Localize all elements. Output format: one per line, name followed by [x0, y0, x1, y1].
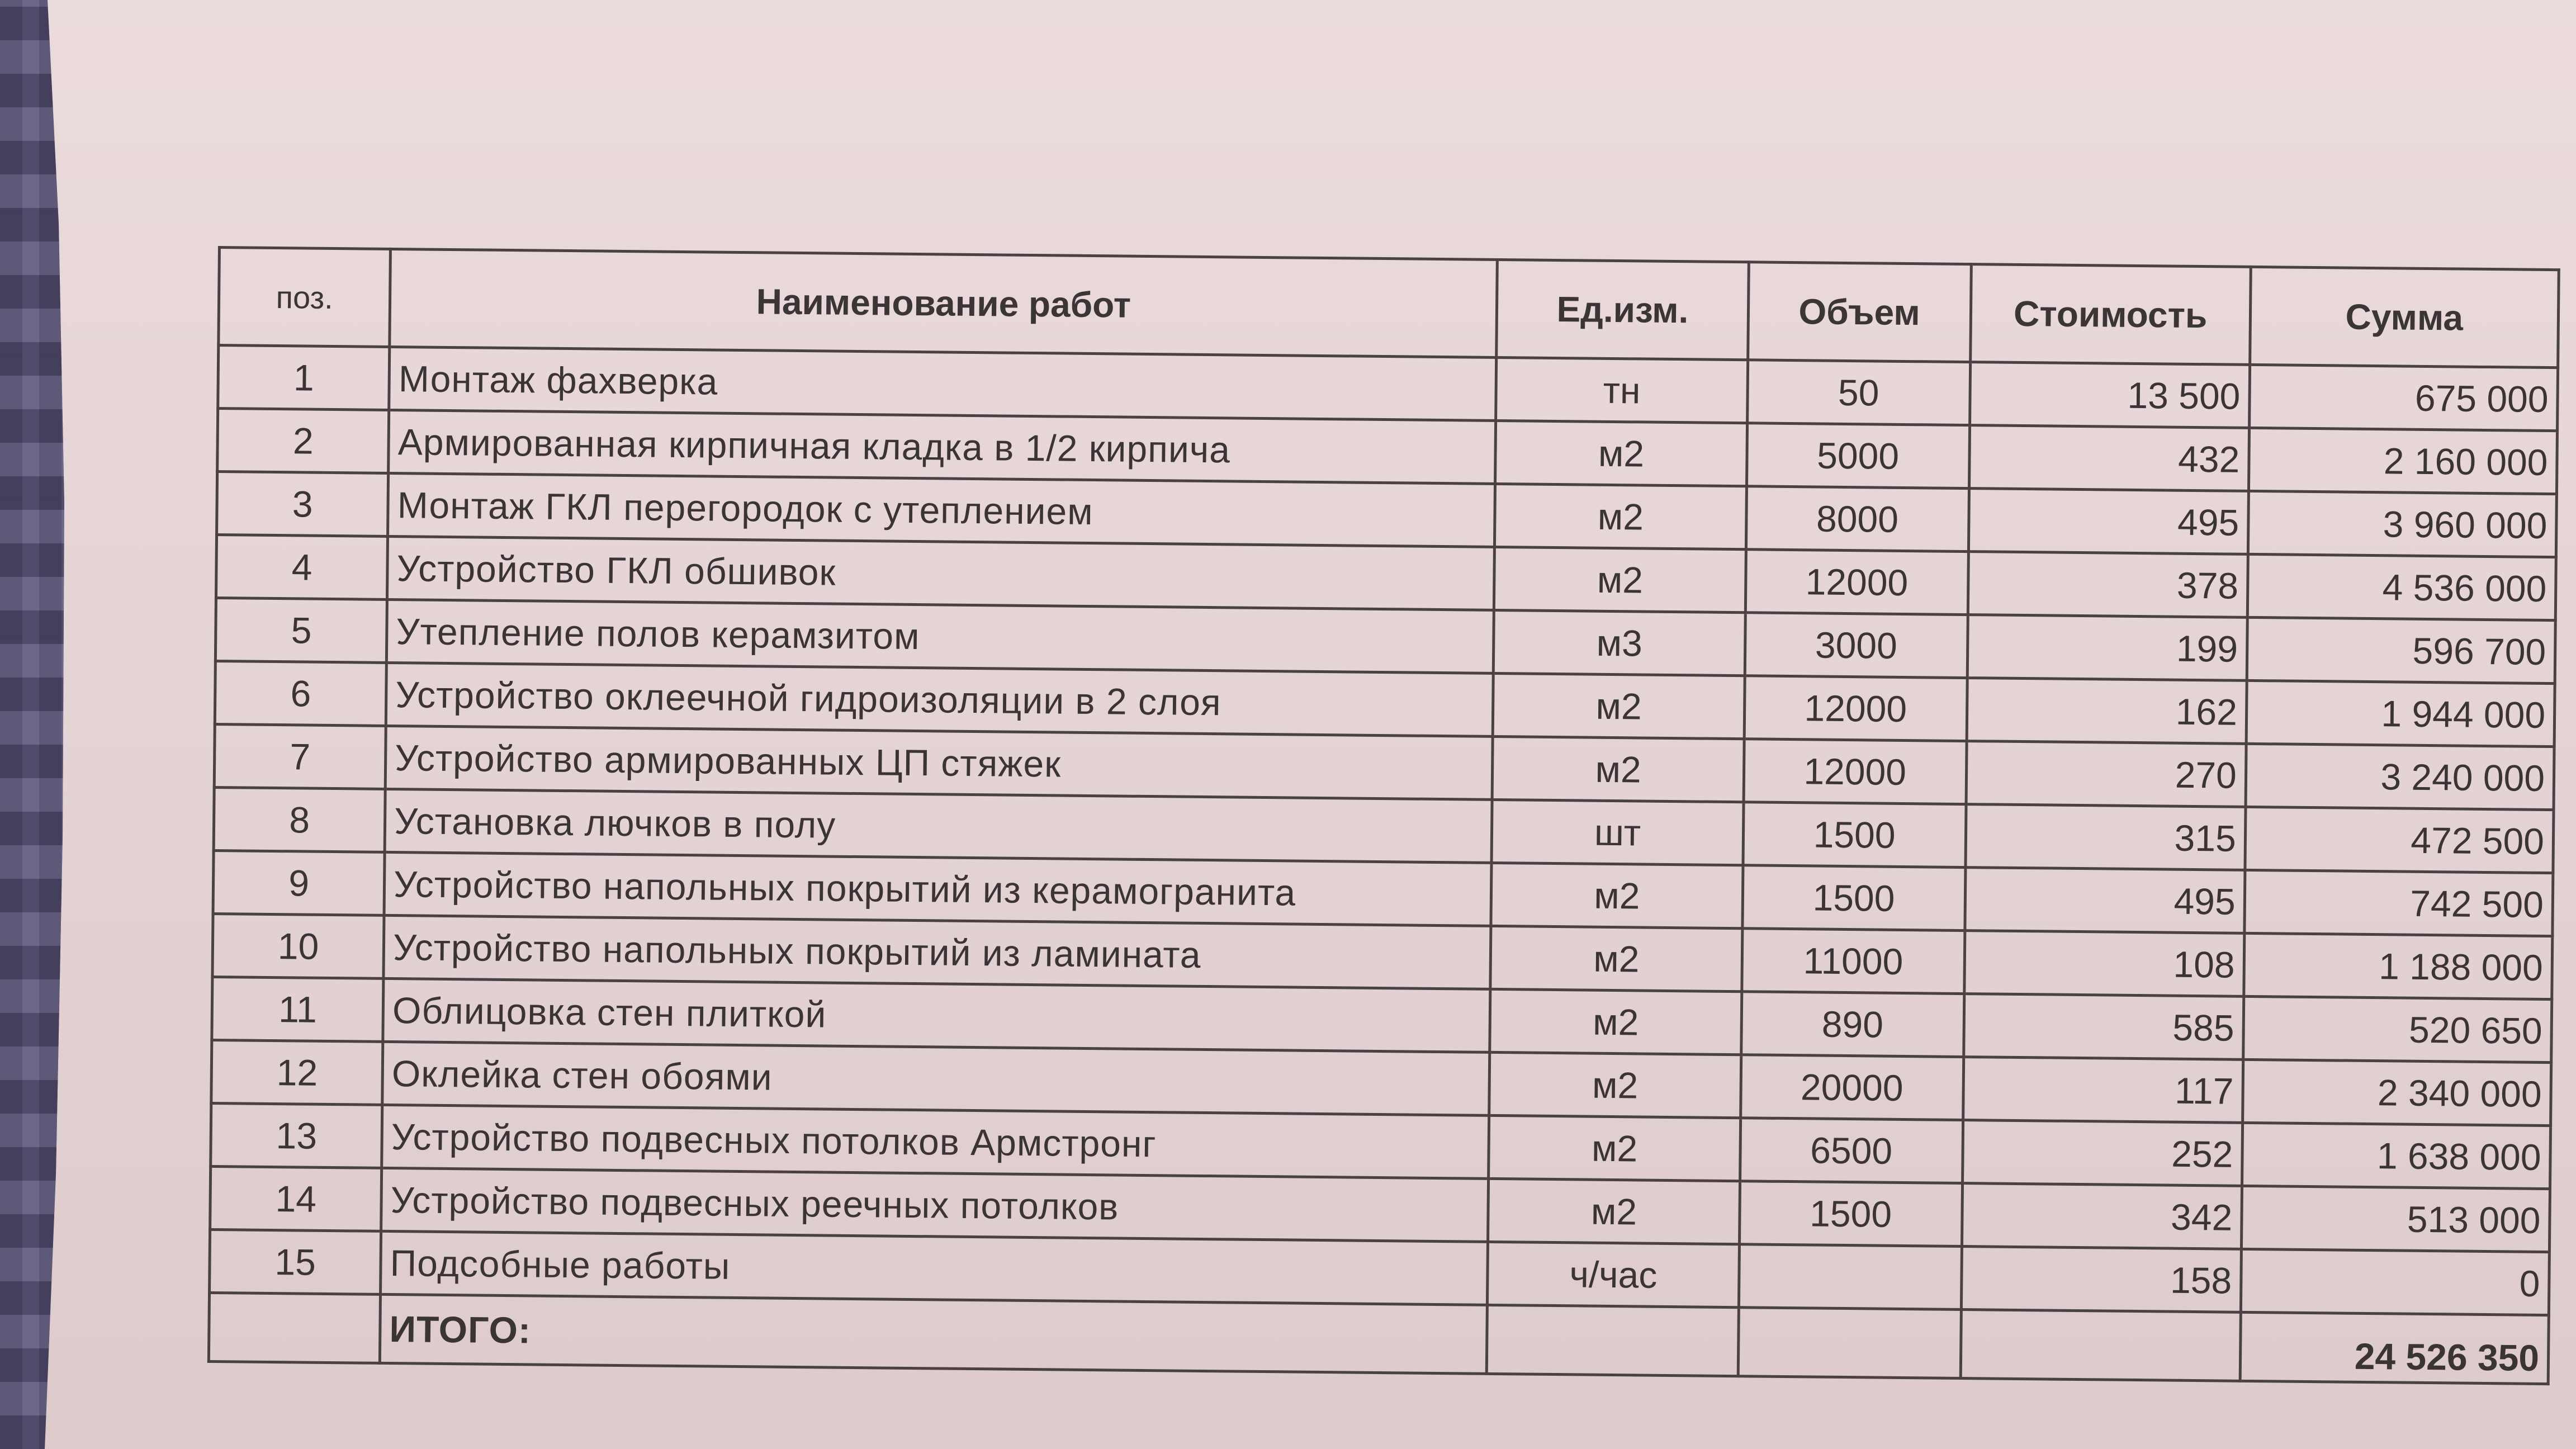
cell-name: Монтаж фахверка: [389, 347, 1497, 420]
cell-price-empty: [1961, 1310, 2241, 1381]
col-header-name: Наименование работ: [390, 249, 1498, 357]
col-header-price: Стоимость: [1970, 264, 2251, 365]
cell-unit: м2: [1489, 1115, 1740, 1181]
estimate-table-container: [207, 246, 2560, 1385]
cell-pos: 7: [214, 724, 386, 789]
cell-qty: 12000: [1744, 739, 1967, 804]
cell-price: 108: [1964, 931, 2244, 997]
cell-price: 117: [1963, 1057, 2243, 1123]
cell-qty: 1500: [1743, 802, 1966, 868]
cell-qty: 890: [1741, 992, 1964, 1057]
cell-sum: 3 960 000: [2248, 491, 2556, 557]
col-header-qty: Объем: [1748, 262, 1971, 362]
cell-unit: м2: [1494, 547, 1746, 612]
cell-unit: м3: [1494, 610, 1745, 675]
cell-pos: 2: [217, 409, 389, 473]
cell-qty: 50: [1747, 360, 1970, 425]
cell-pos: 8: [214, 787, 385, 852]
cell-pos: 13: [211, 1103, 382, 1168]
col-header-unit: Ед.изм.: [1497, 259, 1749, 359]
cell-price: 199: [1967, 615, 2247, 681]
cell-price: 162: [1967, 678, 2247, 744]
cell-unit: м2: [1495, 420, 1747, 486]
col-header-pos: поз.: [219, 248, 391, 347]
cell-sum: 4 536 000: [2247, 554, 2556, 620]
cell-unit: м2: [1488, 1178, 1740, 1244]
cell-name: Устройство напольных покрытий из керамогранита: [384, 852, 1491, 926]
cell-pos: 10: [212, 913, 384, 978]
cell-price: 270: [1966, 741, 2246, 807]
cell-unit: м2: [1490, 989, 1741, 1054]
cell-qty: 11000: [1741, 929, 1964, 994]
cell-unit-empty: [1487, 1305, 1739, 1376]
cell-price: 495: [1965, 868, 2245, 934]
cell-qty: 5000: [1746, 423, 1969, 489]
estimate-table: [207, 246, 2560, 1385]
cell-pos: 3: [217, 472, 389, 537]
cell-name: Устройство подвесных реечных потолков: [381, 1168, 1489, 1242]
cell-name: Монтаж ГКЛ перегородок с утеплением: [388, 473, 1495, 547]
cell-sum: 1 638 000: [2242, 1123, 2550, 1188]
cell-pos: 12: [211, 1040, 383, 1105]
cell-qty: [1739, 1244, 1962, 1310]
total-label: ИТОГО:: [380, 1294, 1488, 1374]
cell-price: 495: [1968, 489, 2248, 555]
cell-qty: 1500: [1742, 865, 1965, 931]
cell-unit: м2: [1491, 863, 1742, 928]
cell-sum: 472 500: [2245, 807, 2554, 873]
cell-price: 342: [1962, 1183, 2242, 1249]
cell-price: 252: [1962, 1120, 2242, 1186]
cell-qty-empty: [1738, 1308, 1961, 1379]
cell-name: Устройство оклеечной гидроизоляции в 2 слоя: [386, 662, 1493, 736]
cell-qty: 12000: [1745, 550, 1968, 615]
cell-qty: 3000: [1745, 613, 1968, 678]
cell-sum: 2 340 000: [2242, 1059, 2551, 1125]
cell-sum: 3 240 000: [2246, 744, 2554, 809]
cell-sum: 513 000: [2241, 1186, 2550, 1252]
cell-sum: 742 500: [2244, 870, 2553, 936]
cell-name: Устройство напольных покрытий из ламината: [383, 915, 1491, 989]
cell-name: Установка лючков в полу: [385, 789, 1492, 863]
cell-unit: ч/час: [1488, 1242, 1739, 1307]
cell-pos: 6: [215, 661, 386, 726]
cell-name: Армированная кирпичная кладка в 1/2 кирпича: [389, 410, 1496, 484]
total-sum: 24 526 350: [2240, 1312, 2549, 1384]
cell-qty: 6500: [1740, 1118, 1963, 1183]
cell-unit: м2: [1490, 926, 1742, 991]
cell-unit: м2: [1495, 484, 1746, 549]
cell-unit: м2: [1493, 673, 1745, 738]
cell-name: Устройство армированных ЦП стяжек: [385, 726, 1493, 799]
cell-qty: 20000: [1740, 1055, 1963, 1120]
cell-pos-empty: [209, 1292, 380, 1363]
paper-sheet: [56, 0, 2576, 1449]
cell-sum: 0: [2241, 1249, 2549, 1315]
cell-price: 432: [1969, 425, 2249, 491]
col-header-sum: Сумма: [2250, 267, 2559, 367]
cell-name: Оклейка стен обоями: [382, 1041, 1490, 1115]
cell-unit: м2: [1493, 736, 1744, 802]
cell-name: Облицовка стен плиткой: [383, 978, 1490, 1052]
cell-pos: 11: [212, 977, 383, 1041]
cell-sum: 1 944 000: [2246, 680, 2555, 746]
cell-price: 315: [1966, 804, 2246, 870]
cell-name: Подсобные работы: [381, 1231, 1488, 1305]
cell-pos: 5: [215, 598, 387, 662]
cell-pos: 14: [210, 1166, 382, 1231]
cell-unit: шт: [1491, 799, 1743, 865]
cell-pos: 4: [216, 535, 387, 600]
cell-sum: 520 650: [2243, 996, 2551, 1062]
cell-pos: 1: [218, 345, 390, 410]
cell-unit: тн: [1496, 357, 1748, 423]
cell-sum: 596 700: [2247, 617, 2555, 683]
cell-qty: 1500: [1739, 1181, 1962, 1247]
cell-name: Устройство ГКЛ обшивок: [387, 536, 1495, 610]
cell-price: 585: [1963, 994, 2243, 1060]
cell-sum: 1 188 000: [2244, 933, 2553, 999]
cell-pos: 9: [213, 850, 385, 915]
cell-price: 378: [1968, 552, 2248, 618]
cell-sum: 2 160 000: [2248, 428, 2557, 494]
cell-sum: 675 000: [2249, 364, 2558, 430]
cell-price: 158: [1961, 1247, 2241, 1313]
cell-name: Устройство подвесных потолков Армстронг: [382, 1105, 1489, 1178]
cell-unit: м2: [1489, 1052, 1741, 1117]
cell-qty: 8000: [1746, 486, 1969, 552]
cell-price: 13 500: [1969, 362, 2250, 428]
cell-pos: 15: [210, 1229, 381, 1294]
cell-name: Утепление полов керамзитом: [387, 599, 1494, 673]
cell-qty: 12000: [1744, 676, 1967, 741]
